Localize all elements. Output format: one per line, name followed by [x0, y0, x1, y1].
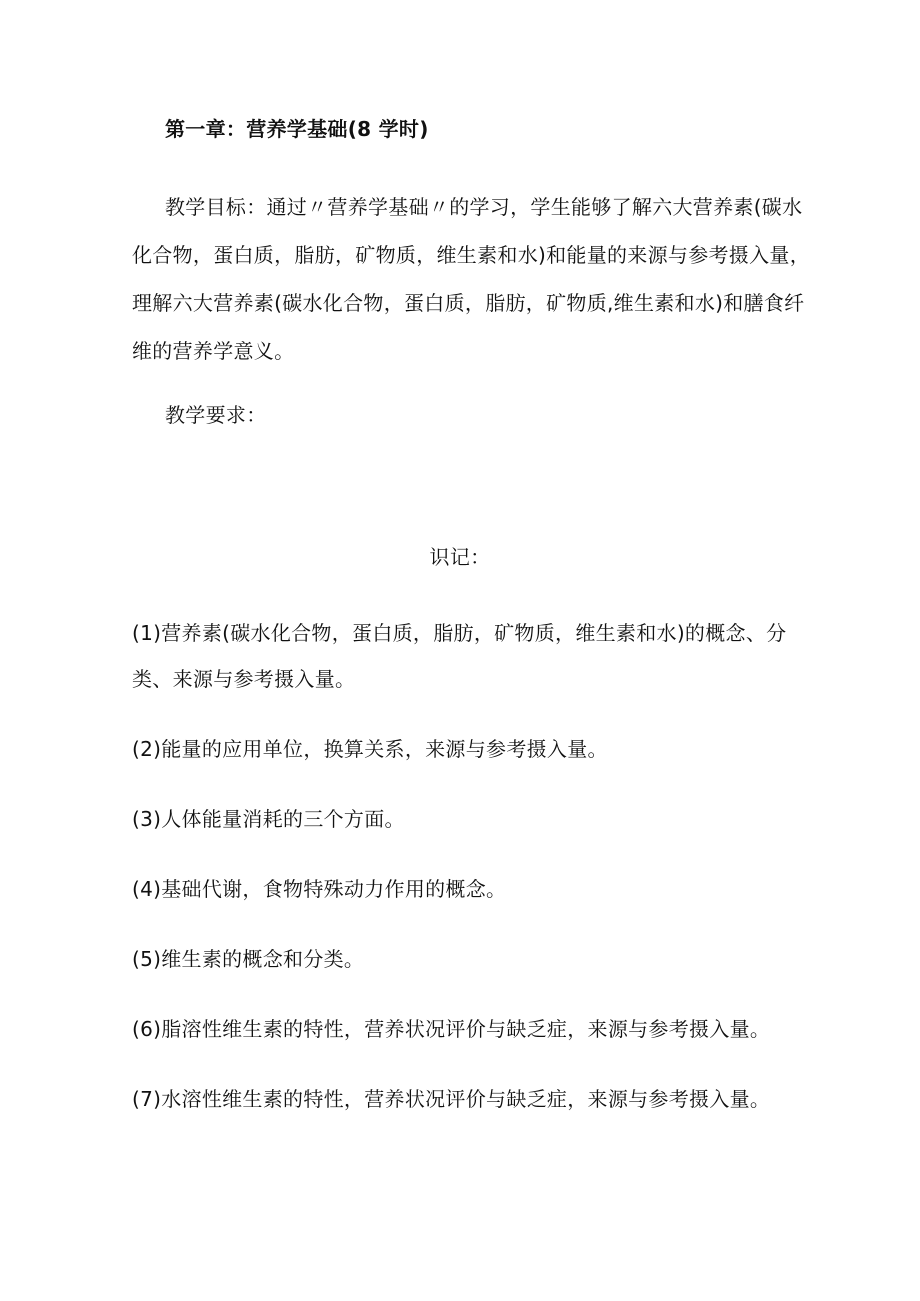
list-item: (3)人体能量消耗的三个方面。	[132, 807, 405, 831]
list-item: (6)脂溶性维生素的特性，营养状况评价与缺乏症，来源与参考摄入量。	[132, 1017, 771, 1041]
list-item: (1)营养素(碳水化合物，蛋白质，脂肪，矿物质，维生素和水)的概念、分类、来源与参考摄入量。	[132, 621, 787, 691]
list-item: (7)水溶性维生素的特性，营养状况评价与缺乏症，来源与参考摄入量。	[132, 1087, 771, 1111]
list-item: (4)基础代谢，食物特殊动力作用的概念。	[132, 877, 507, 901]
memorize-item-list	[132, 610, 822, 1146]
teaching-requirements-heading: 教学要求：	[165, 403, 267, 427]
list-item: (2)能量的应用单位，换算关系，来源与参考摄入量。	[132, 737, 608, 761]
list-item: (5)维生素的概念和分类。	[132, 947, 365, 971]
teaching-objective-paragraph: 教学目标：通过〃营养学基础〃的学习，学生能够了解六大营养素(碳水化合物，蛋白质，脂肪，矿物质，维生素和水)和能量的来源与参考摄入量，理解六大营养素(碳水化合物，蛋白质，脂肪，矿物质,维生素和水)和膳食纤维的营养学意义。	[132, 195, 811, 363]
memorize-heading: 识记：	[429, 545, 491, 569]
chapter-title: 第一章：营养学基础(8 学时)	[165, 117, 429, 141]
